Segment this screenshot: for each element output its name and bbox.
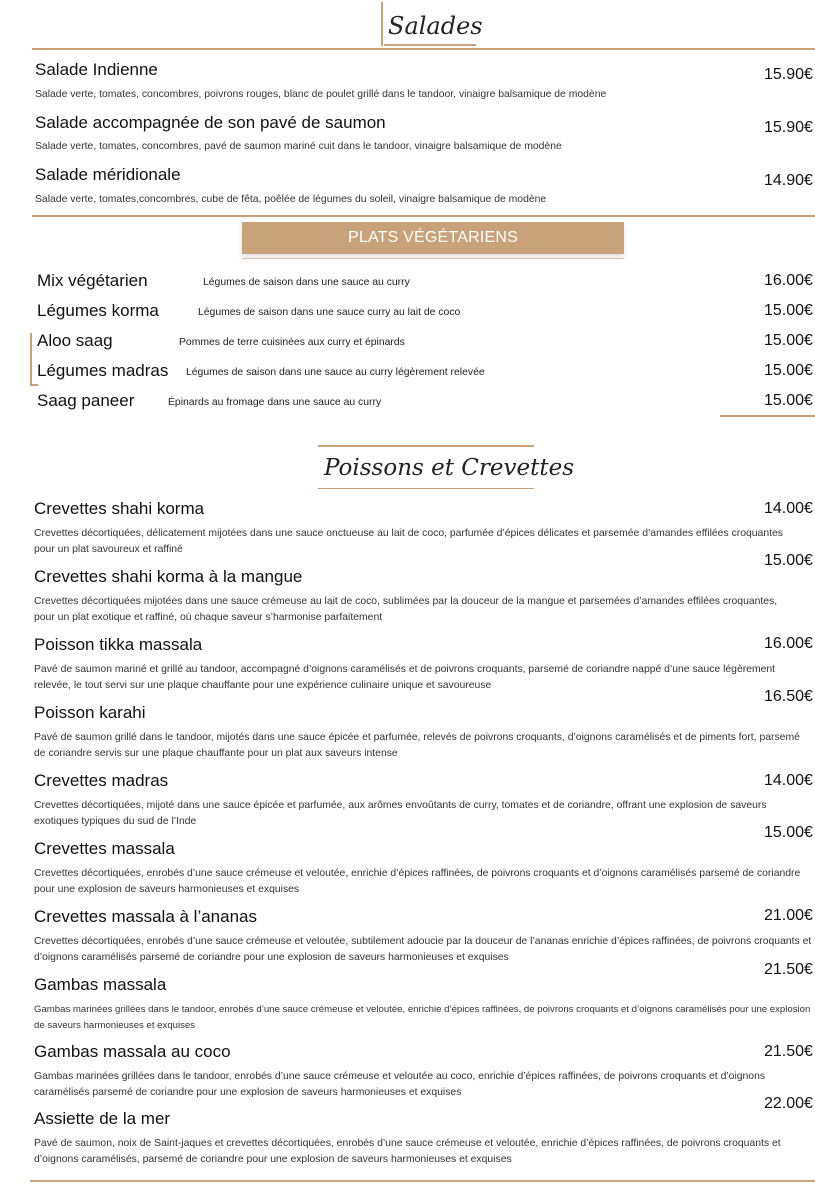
dish-name: Crevettes massala à l’ananas	[34, 907, 258, 926]
dish-description: Crevettes décortiquées, mijoté dans une sauce épicée et parfumée, aux arômes envoûtants de curry, tomates et de coriandre, offrant une explosion de saveurs exotiques typiques du sud de l’Inde	[34, 800, 767, 827]
veg-dish-price: 15.00€	[764, 332, 813, 349]
veg-dish-price: 16.00€	[764, 272, 813, 289]
dish-price: 15.00€	[764, 552, 813, 569]
dish-price: 16.50€	[764, 688, 813, 705]
salades-top-rule	[32, 48, 815, 50]
poissons-bottom-rule	[30, 1180, 815, 1182]
veg-dish-description: Légumes de saison dans une sauce au curry	[203, 277, 410, 288]
dish-description: Pavé de saumon mariné et grillé au tandoor, accompagné d’oignons caramélisés et de poivrons croquants, parsemé de coriandre nappé d’une sauce légèrement relevée, le tout servi sur une plaque chauffante pour une expérience culinaire unique et savoureuse	[34, 664, 776, 691]
veg-dish-description: Légumes de saison dans une sauce au curry légèrement relevée	[186, 367, 485, 378]
dish-name: Salade accompagnée de son pavé de saumon	[35, 113, 386, 132]
dish-description: Gambas marinées grillées dans le tandoor, enrobés d’une sauce crémeuse et veloutée au coco, enrichie d’épices raffinées, de poivrons croquants et d’oignons caramélisés parsemé de coriandre pour une explosion de saveurs harmonieuses et exquises	[34, 1071, 766, 1098]
vegetariens-right-bottom-rule	[720, 415, 815, 417]
dish-price: 21.00€	[764, 907, 813, 924]
dish-name: Poisson karahi	[34, 703, 146, 722]
dish-name: Crevettes shahi korma à la mangue	[34, 567, 303, 586]
veg-dish-description: Pommes de terre cuisinées aux curry et épinards	[179, 337, 405, 348]
dish-description: Pavé de saumon grillé dans le tandoor, mijotés dans une sauce épicée et parfumée, relevés de poivrons croquants, d’oignons caramélisés et de piments fort, parsemé de coriandre servis sur une plaque chauffante pour un plat aux saveurs intense	[34, 732, 800, 759]
dish-price: 15.90€	[764, 119, 813, 136]
dish-description: Gambas marinées grillées dans le tandoor, enrobés d’une sauce crémeuse et veloutée, enrichie d’épices raffinées, de poivrons croquants et d’oignons caramélisés pour une explosion de saveurs harmonieuses et exquises	[34, 1004, 811, 1031]
dish-description: Pavé de saumon, noix de Saint-jaques et crevettes décortiquées, enrobés d’une sauce crémeuse et veloutée, enrichie d’épices raffinées, de poivrons croquants et d’oignons caramélisés, parsemé de coriandre pour une explosion de saveurs harmonieuses et exquises	[34, 1138, 781, 1165]
dish-name: Salade Indienne	[35, 60, 158, 79]
vegetariens-left-rule	[30, 333, 32, 385]
poissons-title: Poissons et Crevettes	[324, 455, 575, 481]
salades-title: Salades	[388, 12, 483, 40]
dish-description: Salade verte, tomates, concombres, pavé de saumon mariné cuit dans le tandoor, vinaigre balsamique de modène	[35, 141, 562, 152]
salades-bottom-rule	[32, 215, 815, 217]
dish-price: 22.00€	[764, 1095, 813, 1112]
veg-dish-name: Mix végétarien	[37, 271, 148, 290]
dish-name: Gambas massala au coco	[34, 1042, 231, 1061]
dish-price: 15.00€	[764, 824, 813, 841]
veg-dish-price: 15.00€	[764, 362, 813, 379]
dish-description: Salade verte, tomates,concombres, cube de fêta, poêlée de légumes du soleil, vinaigre balsamique de modène	[35, 194, 547, 205]
dish-name: Salade méridionale	[35, 165, 181, 184]
dish-description: Crevettes décortiquées mijotées dans une sauce crémeuse au lait de coco, sublimées par la douceur de la mangue et parsemées d’amandes effilées croquantes, pour un plat exotique et raffiné, où chaque saveur s’harmonise parfaitement	[34, 596, 778, 623]
salades-title-left-rule	[381, 2, 383, 46]
poissons-title-bottom-rule	[318, 488, 534, 489]
veg-dish-description: Légumes de saison dans une sauce curry au lait de coco	[198, 307, 461, 318]
dish-price: 16.00€	[764, 635, 813, 652]
veg-dish-name: Légumes korma	[37, 301, 159, 320]
dish-name: Assiette de la mer	[34, 1109, 171, 1128]
vegetariens-banner-underline	[242, 258, 624, 259]
dish-description: Crevettes décortiquées, délicatement mijotées dans une sauce onctueuse au lait de coco, parfumée d’épices délicates et parsemée d’amandes effilées croquantes pour un plat savoureux et raffiné	[34, 528, 783, 555]
veg-dish-price: 15.00€	[764, 392, 813, 409]
dish-price: 21.50€	[764, 1043, 813, 1060]
dish-price: 15.90€	[764, 66, 813, 83]
dish-description: Salade verte, tomates, concombres, poivrons rouges, blanc de poulet grillé dans le tandoor, vinaigre balsamique de modène	[35, 89, 607, 100]
dish-name: Crevettes shahi korma	[34, 499, 205, 518]
salades-title-underline	[384, 44, 476, 46]
dish-description: Crevettes décortiquées, enrobés d’une sauce crémeuse et veloutée, enrichie d’épices raffinées, de poivrons croquants et d’oignons caramélisés parsemé de coriandre pour une explosion de saveurs harmonieuses et exquises	[34, 868, 801, 895]
dish-name: Crevettes madras	[34, 771, 169, 790]
vegetariens-left-bottom-rule	[30, 384, 38, 386]
veg-dish-name: Aloo saag	[37, 331, 113, 350]
dish-name: Poisson tikka massala	[34, 635, 203, 654]
veg-dish-price: 15.00€	[764, 302, 813, 319]
dish-price: 21.50€	[764, 961, 813, 978]
veg-dish-name: Saag paneer	[37, 391, 135, 410]
dish-price: 14.00€	[764, 772, 813, 789]
vegetariens-banner: PLATS VÉGÉTARIENS	[242, 222, 624, 254]
dish-name: Crevettes massala	[34, 839, 175, 858]
dish-name: Gambas massala	[34, 975, 167, 994]
dish-price: 14.90€	[764, 172, 813, 189]
veg-dish-description: Épinards au fromage dans une sauce au curry	[168, 397, 382, 408]
dish-description: Crevettes décortiquées, enrobés d’une sauce crémeuse et veloutée, subtilement adoucie par la douceur de l’ananas enrichie d’épices raffinées, de poivrons croquants et d’oignons caramélisés parsemé de coriandre pour une explosion de saveurs harmonieuses et exquises	[34, 936, 812, 963]
dish-price: 14.00€	[764, 500, 813, 517]
poissons-title-top-rule	[318, 445, 534, 447]
veg-dish-name: Légumes madras	[37, 361, 169, 380]
